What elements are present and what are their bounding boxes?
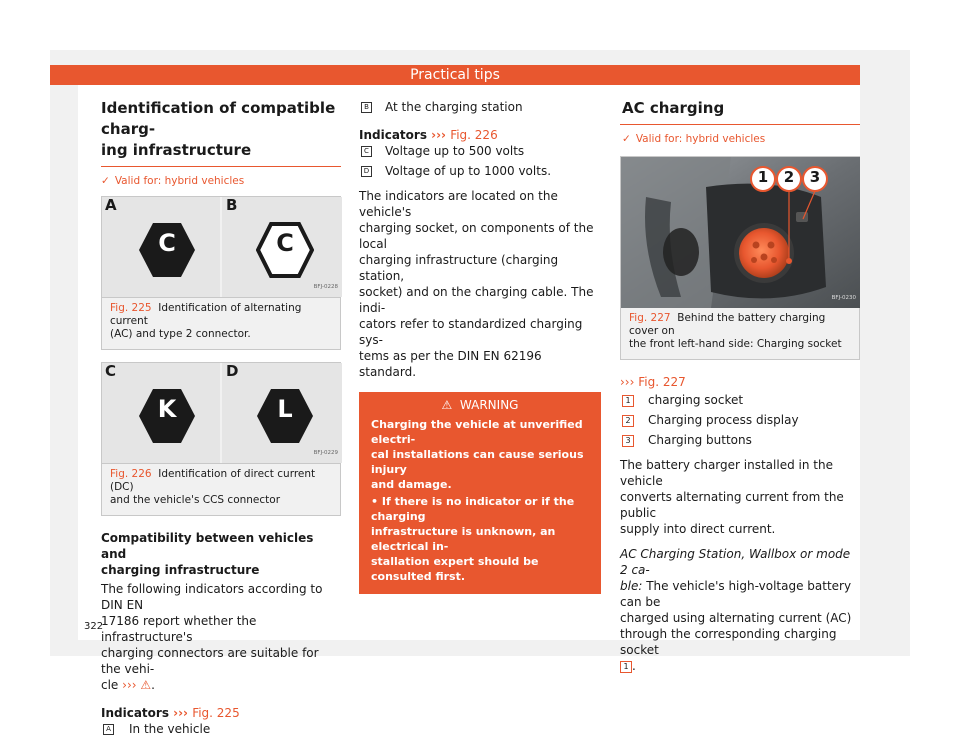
- item-marker: C: [361, 146, 372, 157]
- item-text: charging socket: [648, 393, 744, 407]
- panel-letter: D: [226, 362, 239, 380]
- text-line: charging socket, on components of the local: [359, 221, 594, 251]
- figure-label: Fig. 227: [629, 312, 671, 324]
- text-line: 17186 report whether the infrastructure's: [101, 614, 257, 644]
- hex-label: C: [158, 229, 176, 257]
- figure-label: Fig. 225: [110, 302, 152, 314]
- item-number-marker: 3: [622, 435, 634, 447]
- panel-letter: A: [105, 196, 117, 214]
- item-number-marker: 1: [620, 661, 632, 673]
- figure-caption: [102, 464, 340, 515]
- figure-226: [101, 362, 341, 516]
- text-line: charging connectors are suitable for the vehi-: [101, 646, 319, 676]
- figure-panels: [102, 197, 340, 298]
- text-line: infrastructure is unknown, an electrical in-: [371, 525, 556, 553]
- title-line: Identification of compatible charg-: [101, 99, 336, 138]
- indicators-label: Indicators: [101, 706, 169, 720]
- figure-label: Fig. 226: [110, 468, 152, 480]
- text-line: The indicators are located on the vehicle's: [359, 189, 558, 219]
- figure-reference-link[interactable]: Fig. 227: [638, 375, 686, 389]
- figure-code: BFJ-0230: [831, 295, 856, 301]
- indicators-line: [101, 705, 341, 721]
- column-1: [101, 98, 341, 737]
- item-number-marker: 2: [622, 415, 634, 427]
- text-line: charged using alternating current (AC): [620, 611, 852, 625]
- italic-text: ble:: [620, 579, 643, 593]
- warning-triangle-icon: ⚠: [441, 398, 453, 412]
- section-title: [101, 98, 341, 161]
- caption-text: the front left-hand side: Charging socket: [629, 338, 842, 350]
- text-fragment: cle: [101, 678, 119, 692]
- item-text: Charging buttons: [648, 433, 752, 447]
- caption-text: and the vehicle's CCS connector: [110, 494, 281, 506]
- column-2: [359, 99, 601, 594]
- figure-225: [101, 196, 341, 350]
- text-line: cal installations can cause serious injury: [371, 448, 584, 476]
- text-line: and damage.: [371, 478, 452, 491]
- item-text: In the vehicle: [129, 722, 211, 736]
- hex-label: L: [277, 395, 293, 423]
- text-line: Charging the vehicle at unverified electri-: [371, 418, 583, 446]
- list-item: [359, 163, 601, 179]
- indicators-line: [359, 127, 601, 143]
- checkmark-icon: ✓: [622, 133, 631, 145]
- item-marker: A: [103, 724, 114, 735]
- text-line: [620, 546, 860, 578]
- reference-arrow: ›››: [122, 678, 137, 692]
- validity-note: [620, 131, 860, 147]
- list-item: [359, 99, 601, 115]
- figure-227: [620, 156, 860, 360]
- figure-reference-line: [620, 374, 860, 390]
- panel-d: [222, 363, 342, 463]
- text-line: [620, 578, 860, 610]
- text-line: tems as per the DIN EN 62196 standard.: [359, 349, 542, 379]
- title-rule: [101, 166, 341, 167]
- section-title: AC charging: [622, 99, 725, 117]
- checkmark-icon: ✓: [101, 175, 110, 187]
- caption-text: Identification of alternating current: [110, 302, 302, 327]
- panel-letter: B: [226, 196, 238, 214]
- reference-arrow: ›››: [620, 375, 635, 389]
- heading-line: Compatibility between vehicles and: [101, 531, 314, 561]
- title-rule: [620, 124, 860, 125]
- item-text: At the charging station: [385, 100, 523, 114]
- figure-panels: [102, 363, 340, 464]
- page-number: 322: [84, 621, 104, 632]
- callout-2: 2: [783, 168, 795, 186]
- item-text: Charging process display: [648, 413, 799, 427]
- figure-code: BFJ-0228: [313, 284, 338, 290]
- callout-3: 3: [809, 168, 821, 186]
- indicators-label: Indicators: [359, 128, 427, 142]
- figure-reference-link[interactable]: Fig. 226: [450, 128, 498, 142]
- validity-text: Valid for: hybrid vehicles: [635, 133, 766, 145]
- item-text: Voltage up to 500 volts: [385, 144, 525, 158]
- panel-a: [102, 197, 220, 297]
- item-marker: D: [361, 166, 372, 177]
- compat-heading: [101, 530, 341, 578]
- ac-paragraph: [620, 546, 860, 674]
- item-text: Voltage of up to 1000 volts.: [385, 164, 552, 178]
- validity-text: Valid for: hybrid vehicles: [114, 175, 245, 187]
- hex-label: C: [276, 229, 294, 257]
- item-marker: B: [361, 102, 372, 113]
- item-number-marker: 1: [622, 395, 634, 407]
- caption-text: Identification of direct current (DC): [110, 468, 316, 493]
- figure-caption: [102, 298, 340, 349]
- figure-code: BFJ-0229: [313, 450, 338, 456]
- list-item: [620, 432, 860, 448]
- warning-title: [371, 398, 589, 413]
- text-line: The battery charger installed in the vehicle: [620, 458, 833, 488]
- bullet-icon: •: [371, 495, 379, 508]
- text-fragment: If there is no indicator or if the charging: [371, 495, 575, 523]
- panel-c: [102, 363, 220, 463]
- text-line: 1 .: [620, 658, 860, 674]
- reference-arrow: ›››: [431, 128, 446, 142]
- italic-text: AC Charging Station, Wallbox or mode 2 ca-: [620, 547, 851, 577]
- charging-socket-photo: [621, 157, 860, 308]
- list-item: [359, 143, 601, 159]
- text-line: socket) and on the charging cable. The indi-: [359, 285, 594, 315]
- heading-line: charging infrastructure: [101, 563, 260, 577]
- text-line: cle ››› ⚠.: [101, 678, 155, 692]
- reference-arrow: ›››: [173, 706, 188, 720]
- indicators-paragraph: [359, 188, 601, 380]
- text-fragment: The vehicle's high-voltage battery can be: [620, 579, 852, 609]
- callout-1: 1: [757, 168, 769, 186]
- text-line: converts alternating current from the public: [620, 490, 844, 520]
- list-item: [620, 392, 860, 408]
- text-line: through the corresponding charging socket: [620, 627, 837, 657]
- list-item: [101, 721, 341, 737]
- warning-box: [359, 392, 601, 594]
- text-line: supply into direct current.: [620, 522, 776, 536]
- panel-letter: C: [105, 362, 117, 380]
- text-line: [371, 494, 589, 524]
- list-item: [620, 412, 860, 428]
- title-line: ing infrastructure: [101, 141, 252, 159]
- panel-b: [222, 197, 342, 297]
- figure-caption: [621, 308, 859, 359]
- charger-paragraph: [620, 457, 860, 537]
- warning-text: [371, 417, 589, 584]
- hex-label: K: [157, 395, 177, 423]
- text-line: cators refer to standardized charging sys-: [359, 317, 583, 347]
- compat-paragraph: [101, 581, 341, 693]
- validity-note: [101, 173, 341, 189]
- section-header: Practical tips: [50, 65, 860, 85]
- text-line: stallation expert should be consulted first.: [371, 555, 539, 583]
- text-line: charging infrastructure (charging station,: [359, 253, 559, 283]
- warning-triangle-icon: ⚠: [140, 678, 152, 692]
- warning-title-text: WARNING: [459, 398, 519, 412]
- column-3: [620, 98, 860, 674]
- text-line: The following indicators according to DIN EN: [101, 582, 323, 612]
- figure-reference-link[interactable]: Fig. 225: [192, 706, 240, 720]
- caption-text: Behind the battery charging cover on: [629, 312, 826, 337]
- caption-text: (AC) and type 2 connector.: [110, 328, 251, 340]
